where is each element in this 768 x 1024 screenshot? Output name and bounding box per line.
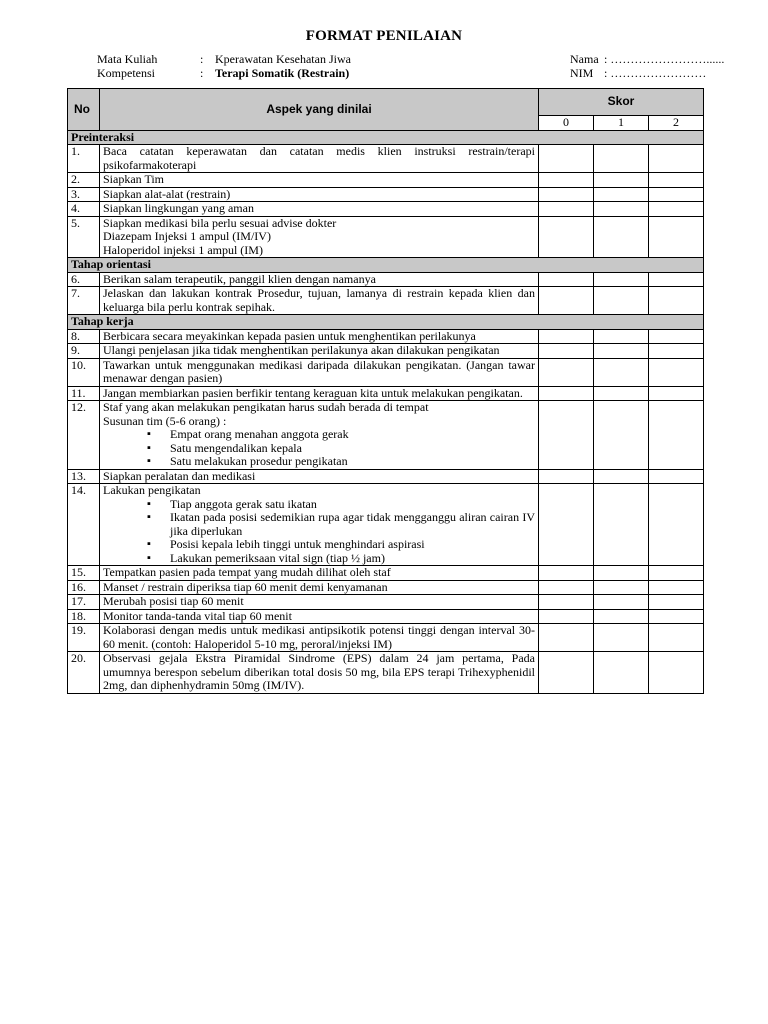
item-number: 3. (68, 187, 100, 202)
score-cell-1[interactable] (594, 173, 649, 188)
table-row (68, 145, 704, 173)
colon: : (200, 52, 204, 66)
col-no-header: No (68, 89, 100, 131)
table-row (68, 173, 704, 188)
item-text: Berbicara secara meyakinkan kepada pasien untuk menghentikan perilakunya (103, 328, 476, 343)
bullet-item: ▪ Posisi kepala lebih tinggi untuk menghindari aspirasi (103, 538, 535, 552)
skor-value-0: 0 (539, 116, 594, 131)
item-line: Siapkan medikasi bila perlu sesuai advise dokter (103, 215, 337, 230)
table-row (68, 580, 704, 595)
item-text: Kolaborasi dengan medis untuk medikasi antipsikotik potensi tinggi dengan interval 30-60 menit. (contoh: Haloperidol 5-10 mg, peroral/injeksi IM) (103, 623, 535, 651)
score-cell-0[interactable] (539, 484, 594, 566)
table-row (68, 202, 704, 217)
item-text: Merubah posisi tiap 60 menit (103, 594, 244, 608)
score-cell-0[interactable] (539, 202, 594, 217)
table-row (68, 566, 704, 581)
item-number: 2. (68, 173, 100, 188)
score-cell-0[interactable] (539, 652, 594, 694)
item-number: 13. (68, 469, 100, 484)
score-cell-1[interactable] (594, 580, 649, 595)
item-line: Susunan tim (5-6 orang) : (103, 413, 227, 428)
score-cell-1[interactable] (594, 287, 649, 315)
score-cell-1[interactable] (594, 401, 649, 470)
section-title: Tahap orientasi (68, 258, 704, 273)
table-row (68, 609, 704, 624)
item-number: 18. (68, 609, 100, 624)
score-cell-1[interactable] (594, 469, 649, 484)
score-cell-0[interactable] (539, 145, 594, 173)
score-cell-2[interactable] (649, 216, 704, 258)
item-description (100, 386, 539, 401)
table-row (68, 272, 704, 287)
item-description (100, 609, 539, 624)
item-number: 12. (68, 401, 100, 470)
score-cell-1[interactable] (594, 344, 649, 359)
item-text: Baca catatan keperawatan dan catatan medis klien instruksi restrain/terapi psikofarmakoterapi (103, 144, 535, 172)
score-cell-2[interactable] (649, 580, 704, 595)
score-cell-1[interactable] (594, 329, 649, 344)
item-number: 9. (68, 344, 100, 359)
bullet-list (103, 498, 535, 566)
item-number: 17. (68, 595, 100, 610)
score-cell-2[interactable] (649, 595, 704, 610)
item-number: 16. (68, 580, 100, 595)
item-text: Observasi gejala Ekstra Piramidal Sindrome (EPS) dalam 24 jam pertama, Pada umumnya berespon sebelum diberikan total dosis 50 mg, bila EPS terapi Trihexyphenidil 2mg, dan diphenhydramin 50mg (IM/IV). (103, 651, 535, 692)
item-line: Diazepam Injeksi 1 ampul (IM/IV) (103, 229, 271, 243)
item-text: Tawarkan untuk menggunakan medikasi daripada dilakukan pengikatan. (Jangan tawar menawar dengan pasien) (103, 357, 535, 385)
nim-label: NIM (570, 66, 594, 80)
score-cell-0[interactable] (539, 329, 594, 344)
table-row (68, 287, 704, 315)
section-title: Tahap kerja (68, 315, 704, 330)
table-header-row (68, 89, 704, 116)
col-aspek-header: Aspek yang dinilai (100, 89, 539, 131)
score-cell-1[interactable] (594, 386, 649, 401)
item-text: Tempatkan pasien pada tempat yang mudah dilihat oleh staf (103, 565, 391, 579)
mata-kuliah-value: Kperawatan Kesehatan Jiwa (215, 52, 351, 66)
bullet-item: ▪ Satu melakukan prosedur pengikatan (103, 455, 535, 469)
score-cell-2[interactable] (649, 344, 704, 359)
item-description (100, 358, 539, 386)
table-row (68, 401, 704, 470)
nim-value: : …………………… (604, 66, 707, 80)
item-description (100, 287, 539, 315)
score-cell-2[interactable] (649, 469, 704, 484)
item-description (100, 469, 539, 484)
table-row (68, 216, 704, 258)
nama-value: : ……………………...... (604, 52, 725, 66)
item-description (100, 329, 539, 344)
table-row (68, 386, 704, 401)
item-number: 7. (68, 287, 100, 315)
bullet-item: ▪ Satu mengendalikan kepala (103, 442, 535, 456)
section-title: Preinteraksi (68, 130, 704, 145)
item-number: 19. (68, 624, 100, 652)
score-cell-0[interactable] (539, 580, 594, 595)
item-number: 20. (68, 652, 100, 694)
item-text: Manset / restrain diperiksa tiap 60 menit demi kenyamanan (103, 579, 388, 594)
score-cell-0[interactable] (539, 173, 594, 188)
mata-kuliah-label: Mata Kuliah (97, 52, 158, 66)
score-cell-1[interactable] (594, 609, 649, 624)
item-text: Siapkan alat-alat (restrain) (103, 186, 231, 201)
score-cell-2[interactable] (649, 145, 704, 173)
item-number: 10. (68, 358, 100, 386)
table-row (68, 329, 704, 344)
score-cell-1[interactable] (594, 484, 649, 566)
skor-value-1: 1 (594, 116, 649, 131)
score-cell-2[interactable] (649, 484, 704, 566)
table-row (68, 469, 704, 484)
score-cell-2[interactable] (649, 609, 704, 624)
item-text: Siapkan Tim (103, 172, 165, 186)
score-cell-2[interactable] (649, 566, 704, 581)
item-number: 11. (68, 386, 100, 401)
item-description (100, 484, 539, 566)
score-cell-1[interactable] (594, 624, 649, 652)
score-cell-1[interactable] (594, 652, 649, 694)
score-cell-2[interactable] (649, 187, 704, 202)
score-cell-0[interactable] (539, 187, 594, 202)
item-line: Haloperidol injeksi 1 ampul (IM) (103, 242, 263, 257)
score-cell-2[interactable] (649, 202, 704, 217)
kompetensi-value: Terapi Somatik (Restrain) (215, 66, 350, 80)
item-description (100, 216, 539, 258)
col-skor-header: Skor (539, 89, 704, 116)
score-cell-2[interactable] (649, 329, 704, 344)
item-number: 5. (68, 216, 100, 258)
bullet-item: ▪ Tiap anggota gerak satu ikatan (103, 498, 535, 512)
item-description (100, 202, 539, 217)
item-description (100, 173, 539, 188)
score-cell-0[interactable] (539, 566, 594, 581)
score-cell-0[interactable] (539, 401, 594, 470)
item-number: 8. (68, 329, 100, 344)
item-description (100, 580, 539, 595)
score-cell-0[interactable] (539, 624, 594, 652)
meta-mata-kuliah-row (97, 52, 351, 66)
score-cell-0[interactable] (539, 595, 594, 610)
item-number: 15. (68, 566, 100, 581)
item-description (100, 624, 539, 652)
score-cell-0[interactable] (539, 344, 594, 359)
score-cell-0[interactable] (539, 609, 594, 624)
item-text: Monitor tanda-tanda vital tiap 60 menit (103, 608, 292, 623)
item-line: Staf yang akan melakukan pengikatan harus sudah berada di tempat (103, 400, 429, 414)
skor-value-2: 2 (649, 116, 704, 131)
item-number: 14. (68, 484, 100, 566)
table-row (68, 187, 704, 202)
table-row (68, 484, 704, 566)
item-text: Berikan salam terapeutik, panggil klien dengan namanya (103, 271, 376, 286)
item-description (100, 145, 539, 173)
item-text: Ulangi penjelasan jika tidak menghentikan perilakunya akan dilakukan pengikatan (103, 343, 500, 357)
score-cell-1[interactable] (594, 145, 649, 173)
score-cell-0[interactable] (539, 272, 594, 287)
score-cell-1[interactable] (594, 595, 649, 610)
bullet-list (103, 428, 535, 469)
table-row (68, 344, 704, 359)
score-cell-1[interactable] (594, 202, 649, 217)
table-row (68, 652, 704, 694)
score-cell-0[interactable] (539, 386, 594, 401)
score-cell-2[interactable] (649, 173, 704, 188)
meta-left (97, 52, 351, 80)
score-cell-1[interactable] (594, 358, 649, 386)
score-cell-1[interactable] (594, 216, 649, 258)
nama-label: Nama (570, 52, 599, 66)
table-body (68, 130, 704, 693)
item-text: Jangan membiarkan pasien berfikir tentang keraguan kita untuk melakukan pengikatan. (103, 385, 523, 400)
table-row (68, 358, 704, 386)
item-number: 4. (68, 202, 100, 217)
score-cell-0[interactable] (539, 469, 594, 484)
score-cell-0[interactable] (539, 287, 594, 315)
item-number: 6. (68, 272, 100, 287)
section-row (68, 130, 704, 145)
item-text: Siapkan peralatan dan medikasi (103, 468, 256, 483)
score-cell-0[interactable] (539, 358, 594, 386)
section-row (68, 315, 704, 330)
colon: : (200, 66, 204, 80)
bullet-item: ▪ Lakukan pemeriksaan vital sign (tiap ½ jam) (103, 552, 535, 566)
item-description (100, 652, 539, 694)
page-title: FORMAT PENILAIAN (305, 28, 463, 44)
meta-nim-row (570, 66, 724, 80)
item-line: Lakukan pengikatan (103, 483, 201, 497)
item-description (100, 401, 539, 470)
score-cell-2[interactable] (649, 652, 704, 694)
score-cell-1[interactable] (594, 566, 649, 581)
score-cell-2[interactable] (649, 358, 704, 386)
item-description (100, 344, 539, 359)
item-text: Siapkan lingkungan yang aman (103, 201, 254, 215)
item-text: Jelaskan dan lakukan kontrak Prosedur, tujuan, lamanya di restrain kepada klien dan keluarga bila perlu kontrak sepihak. (103, 286, 535, 314)
item-description (100, 595, 539, 610)
item-number: 1. (68, 145, 100, 173)
score-cell-2[interactable] (649, 272, 704, 287)
section-row (68, 258, 704, 273)
score-cell-1[interactable] (594, 187, 649, 202)
score-cell-2[interactable] (649, 624, 704, 652)
score-cell-0[interactable] (539, 216, 594, 258)
assessment-table (67, 88, 704, 694)
item-description (100, 272, 539, 287)
meta-right (570, 52, 724, 80)
bullet-item: ▪ Ikatan pada posisi sedemikian rupa agar tidak mengganggu aliran cairan IV jika diperlukan (103, 511, 535, 538)
item-description (100, 187, 539, 202)
meta-nama-row (570, 52, 724, 66)
kompetensi-label: Kompetensi (97, 66, 155, 80)
meta-kompetensi-row (97, 66, 351, 80)
score-cell-2[interactable] (649, 401, 704, 470)
table-row (68, 624, 704, 652)
table-row (68, 595, 704, 610)
score-cell-1[interactable] (594, 272, 649, 287)
score-cell-2[interactable] (649, 386, 704, 401)
bullet-item: ▪ Empat orang menahan anggota gerak (103, 428, 535, 442)
item-description (100, 566, 539, 581)
score-cell-2[interactable] (649, 287, 704, 315)
